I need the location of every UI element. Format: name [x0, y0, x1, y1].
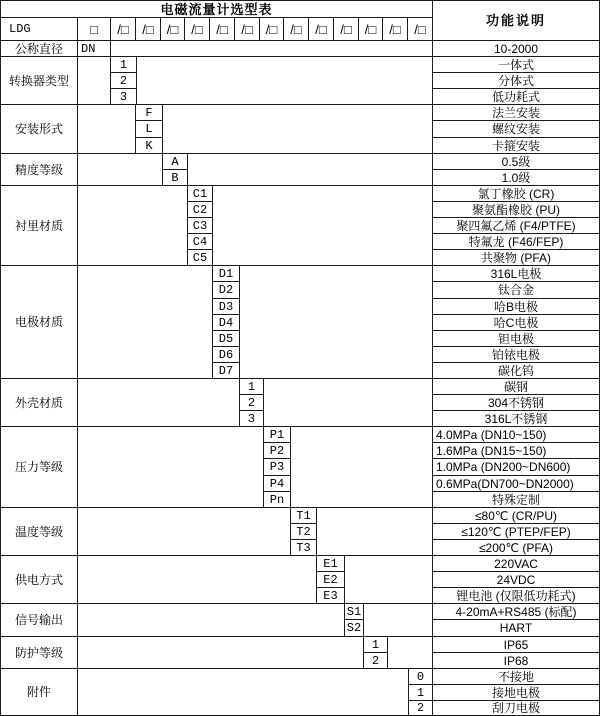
option-desc-cell: 铂铱电极 — [432, 346, 600, 363]
model-slot-box: /□ — [407, 17, 433, 41]
option-desc-cell: 接地电极 — [432, 684, 600, 701]
option-code-cell: T2 — [290, 523, 317, 540]
option-code-cell: Pn — [263, 491, 291, 508]
option-desc-cell: 氯丁橡胶 (CR) — [432, 185, 600, 202]
option-desc-cell: ≤120℃ (PTEP/FEP) — [432, 523, 600, 540]
table-title: 电磁流量计选型表 — [0, 0, 433, 18]
option-desc-cell: HART — [432, 619, 600, 637]
option-code-cell: S2 — [344, 619, 364, 637]
option-code-cell: 2 — [239, 394, 264, 411]
option-code-cell: 3 — [239, 410, 264, 427]
option-code-cell: T1 — [290, 507, 317, 524]
filler-cell — [212, 185, 433, 266]
option-desc-cell: 一体式 — [432, 56, 600, 73]
option-desc-cell: 聚四氟乙烯 (F4/PTFE) — [432, 217, 600, 234]
option-desc-cell: 1.0级 — [432, 169, 600, 186]
option-code-cell: C3 — [187, 217, 213, 234]
option-desc-cell: 钽电极 — [432, 330, 600, 347]
option-code-cell: 1 — [110, 56, 137, 73]
filler-cell — [77, 185, 188, 266]
model-slot-box: /□ — [135, 17, 161, 41]
filler-cell — [136, 56, 433, 105]
option-code-cell: 1 — [363, 636, 388, 653]
option-desc-cell: 不接地 — [432, 668, 600, 685]
model-slot-box: /□ — [259, 17, 284, 41]
option-code-cell: D5 — [212, 330, 240, 347]
option-desc-cell: 螺纹安装 — [432, 120, 600, 138]
option-desc-cell: 0.5级 — [432, 153, 600, 170]
filler-cell — [290, 426, 433, 508]
option-desc-cell: 碳钢 — [432, 378, 600, 395]
option-code-cell: D1 — [212, 265, 240, 282]
option-code-cell: P3 — [263, 458, 291, 476]
filler-cell — [77, 265, 213, 379]
filler-cell — [77, 507, 291, 556]
diameter-code-cell: DN — [77, 40, 111, 57]
option-desc-cell: 1.0MPa (DN200~DN600) — [432, 458, 600, 476]
filler-cell — [363, 603, 433, 637]
filler-cell — [77, 104, 136, 154]
option-code-cell: F — [135, 104, 163, 121]
section-label-diameter: 公称直径 — [0, 40, 78, 57]
option-desc-cell: 法兰安装 — [432, 104, 600, 121]
filler-cell — [316, 507, 433, 556]
option-desc-cell: 共聚物 (PFA) — [432, 249, 600, 266]
option-desc-cell: 刮刀电极 — [432, 700, 600, 716]
section-label: 压力等级 — [0, 426, 78, 508]
option-code-cell: T3 — [290, 539, 317, 556]
option-code-cell: P4 — [263, 475, 291, 492]
option-code-cell: E2 — [316, 571, 345, 588]
section-label: 安装形式 — [0, 104, 78, 154]
function-column-header: 功能说明 — [432, 0, 600, 41]
filler-cell — [77, 153, 163, 186]
option-code-cell: K — [135, 137, 163, 154]
option-code-cell: D7 — [212, 362, 240, 379]
option-desc-cell: ≤80℃ (CR/PU) — [432, 507, 600, 524]
diameter-desc-cell: 10-2000 — [432, 40, 600, 57]
model-slot-box: /□ — [209, 17, 235, 41]
option-code-cell: D2 — [212, 281, 240, 299]
option-code-cell: P1 — [263, 426, 291, 443]
option-desc-cell: 316L不锈钢 — [432, 410, 600, 427]
option-code-cell: E3 — [316, 587, 345, 604]
option-code-cell: B — [162, 169, 188, 186]
option-code-cell: C1 — [187, 185, 213, 202]
section-label: 转换器类型 — [0, 56, 78, 105]
option-desc-cell: 304不锈钢 — [432, 394, 600, 411]
option-code-cell: C5 — [187, 249, 213, 266]
option-desc-cell: 钛合金 — [432, 281, 600, 299]
option-desc-cell: 碳化钨 — [432, 362, 600, 379]
option-desc-cell: 分体式 — [432, 72, 600, 89]
filler-cell — [110, 40, 433, 57]
option-desc-cell: 220VAC — [432, 555, 600, 572]
option-desc-cell: 哈B电极 — [432, 298, 600, 315]
option-desc-cell: 特殊定制 — [432, 491, 600, 508]
option-code-cell: D6 — [212, 346, 240, 363]
option-desc-cell: 4-20mA+RS485 (标配) — [432, 603, 600, 620]
option-code-cell: 2 — [363, 652, 388, 669]
option-code-cell: L — [135, 120, 163, 138]
filler-cell — [77, 555, 317, 604]
option-desc-cell: 24VDC — [432, 571, 600, 588]
filler-cell — [387, 636, 433, 669]
filler-cell — [77, 603, 345, 637]
model-slot-box: /□ — [358, 17, 383, 41]
option-code-cell: P2 — [263, 442, 291, 459]
option-desc-cell: 锂电池 (仅限低功耗式) — [432, 587, 600, 604]
option-code-cell: 2 — [110, 72, 137, 89]
option-code-cell: 0 — [408, 668, 433, 685]
section-label: 温度等级 — [0, 507, 78, 556]
option-desc-cell: IP68 — [432, 652, 600, 669]
option-desc-cell: 低功耗式 — [432, 88, 600, 105]
option-desc-cell: 聚氨酯橡胶 (PU) — [432, 201, 600, 218]
option-desc-cell: 316L电极 — [432, 265, 600, 282]
filler-cell — [77, 426, 264, 508]
option-code-cell: 2 — [408, 700, 433, 716]
section-label: 附件 — [0, 668, 78, 716]
option-code-cell: E1 — [316, 555, 345, 572]
filler-cell — [77, 636, 364, 669]
filler-cell — [263, 378, 433, 427]
model-slot-box: /□ — [184, 17, 210, 41]
model-slot-box: /□ — [234, 17, 260, 41]
option-desc-cell: 卡箍安装 — [432, 137, 600, 154]
filler-cell — [77, 668, 409, 716]
option-desc-cell: ≤200℃ (PFA) — [432, 539, 600, 556]
option-code-cell: C4 — [187, 233, 213, 250]
model-slot-box: /□ — [160, 17, 185, 41]
section-label: 电极材质 — [0, 265, 78, 379]
option-code-cell: S1 — [344, 603, 364, 620]
option-code-cell: C2 — [187, 201, 213, 218]
option-desc-cell: 0.6MPa(DN700~DN2000) — [432, 475, 600, 492]
section-label: 衬里材质 — [0, 185, 78, 266]
section-label: 精度等级 — [0, 153, 78, 186]
filler-cell — [77, 56, 111, 105]
model-base-box: □ — [77, 17, 111, 41]
section-label: 外壳材质 — [0, 378, 78, 427]
filler-cell — [162, 104, 433, 154]
option-code-cell: 1 — [239, 378, 264, 395]
option-desc-cell: IP65 — [432, 636, 600, 653]
model-slot-box: /□ — [382, 17, 408, 41]
filler-cell — [239, 265, 433, 379]
model-slot-box: /□ — [333, 17, 359, 41]
section-label: 信号输出 — [0, 603, 78, 637]
section-label: 防护等级 — [0, 636, 78, 669]
model-slot-box: /□ — [110, 17, 136, 41]
option-desc-cell: 1.6MPa (DN15~150) — [432, 442, 600, 459]
option-code-cell: D4 — [212, 314, 240, 331]
option-code-cell: 1 — [408, 684, 433, 701]
option-code-cell: 3 — [110, 88, 137, 105]
section-label: 供电方式 — [0, 555, 78, 604]
option-desc-cell: 哈C电极 — [432, 314, 600, 331]
option-code-cell: A — [162, 153, 188, 170]
filler-cell — [187, 153, 433, 186]
model-slot-box: /□ — [308, 17, 334, 41]
model-prefix: LDG — [0, 17, 78, 41]
option-desc-cell: 4.0MPa (DN10~150) — [432, 426, 600, 443]
option-desc-cell: 特氟龙 (F46/FEP) — [432, 233, 600, 250]
option-code-cell: D3 — [212, 298, 240, 315]
model-slot-box: /□ — [283, 17, 309, 41]
filler-cell — [344, 555, 433, 604]
filler-cell — [77, 378, 240, 427]
